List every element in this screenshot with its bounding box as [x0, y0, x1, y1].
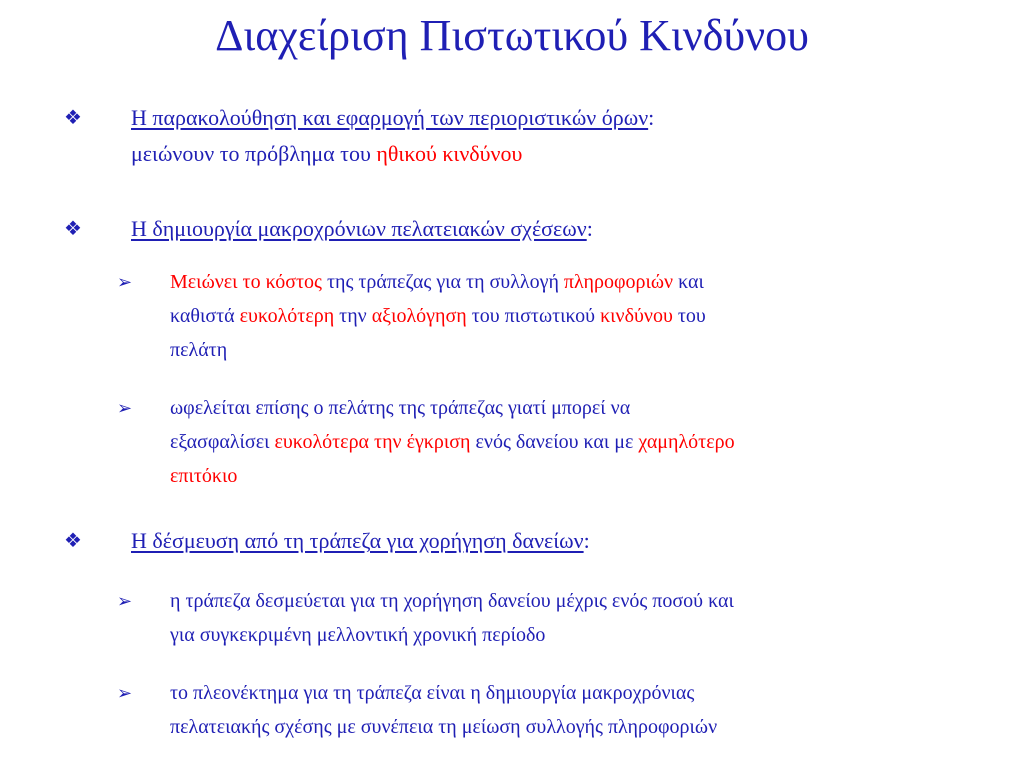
- highlight-text: Μειώνει το κόστος: [170, 271, 322, 293]
- bullet-colon: :: [648, 105, 655, 130]
- highlight-text: κινδύνου: [600, 305, 673, 327]
- text-run: του: [672, 305, 706, 327]
- bullet-colon: :: [586, 216, 593, 241]
- highlight-text: ευκολότερα την έγκριση: [274, 431, 471, 453]
- text-run: ωφελείται επίσης ο πελάτης της τράπεζας γιατί μπορεί να: [170, 397, 631, 419]
- text-run: την: [334, 305, 372, 327]
- diamond-bullet-icon: ❖: [64, 107, 82, 129]
- arrow-bullet-icon: ➢: [117, 398, 133, 418]
- text-run: το πλεονέκτημα για τη τράπεζα είναι η δημιουργία μακροχρόνιας: [170, 682, 695, 704]
- text-run: για συγκεκριμένη μελλοντική χρονική περίοδο: [170, 624, 546, 646]
- text-run: εξασφαλίσει: [170, 431, 275, 453]
- bullet-heading: Η δέσμευση από τη τράπεζα για χορήγηση δανείων: [131, 528, 584, 553]
- bullet-heading: Η παρακολούθηση και εφαρμογή των περιοριστικών όρων: [131, 105, 649, 130]
- bullet-text: [131, 211, 1014, 247]
- bullet-heading: Η δημιουργία μακροχρόνιων πελατειακών σχέσεων: [131, 216, 587, 241]
- sub-bullet-text: [170, 676, 1014, 744]
- text-run: και: [673, 271, 704, 293]
- diamond-bullet-icon: ❖: [64, 218, 82, 240]
- text-run: της τράπεζας για τη συλλογή: [321, 271, 564, 293]
- text-run: ενός δανείου και με: [470, 431, 639, 453]
- page-title: Διαχείριση Πιστωτικού Κινδύνου: [215, 11, 809, 60]
- text-run: καθιστά: [170, 305, 240, 327]
- highlight-text: αξιολόγηση: [371, 305, 467, 327]
- text-run: πελατειακής σχέσης με συνέπεια τη μείωση συλλογής πληροφοριών: [170, 716, 718, 738]
- diamond-bullet-icon: ❖: [64, 530, 82, 552]
- bullet-text: [131, 100, 1014, 172]
- bullet-line: μειώνουν το πρόβλημα του: [131, 141, 377, 166]
- bullet-colon: :: [583, 528, 590, 553]
- sub-bullet-text: [170, 265, 1014, 367]
- highlight-text: ευκολότερη: [239, 305, 335, 327]
- arrow-bullet-icon: ➢: [117, 683, 133, 703]
- sub-bullet-text: [170, 391, 1014, 493]
- arrow-bullet-icon: ➢: [117, 272, 133, 292]
- highlight-text: χαμηλότερο: [638, 431, 735, 453]
- text-run: η τράπεζα δεσμεύεται για τη χορήγηση δανείου μέχρις ενός ποσού και: [170, 590, 734, 612]
- bullet-text: [131, 523, 1014, 559]
- arrow-bullet-icon: ➢: [117, 591, 133, 611]
- highlight-text: ηθικού κινδύνου: [376, 141, 523, 166]
- text-run: του πιστωτικού: [466, 305, 601, 327]
- highlight-text: πληροφοριών: [563, 271, 674, 293]
- sub-bullet-text: [170, 584, 1014, 652]
- text-run: πελάτη: [170, 339, 228, 361]
- highlight-text: επιτόκιο: [170, 465, 238, 487]
